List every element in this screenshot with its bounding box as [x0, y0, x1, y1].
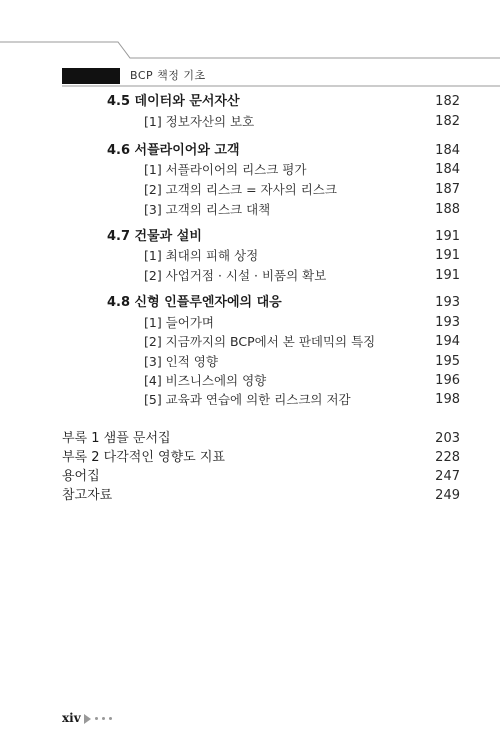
toc-page-number: 191	[435, 229, 460, 244]
toc-appendix-1[interactable]	[62, 429, 460, 449]
dot-icon	[109, 717, 112, 720]
dot-icon	[95, 717, 98, 720]
toc-item-label: [3] 고객의 리스크 대책	[144, 202, 271, 217]
toc-item[interactable]	[144, 352, 460, 372]
toc-item-label: [1] 서플라이어의 리스크 평가	[144, 162, 307, 177]
toc-page-number: 188	[435, 202, 460, 217]
toc-page-number: 228	[435, 450, 460, 465]
toc-section-4-8[interactable]	[107, 293, 460, 313]
toc-item-label: [2] 사업거점 · 시설 · 비품의 확보	[144, 268, 327, 283]
toc-item-label: [1] 최대의 피해 상정	[144, 248, 259, 263]
toc-item-label: [1] 들어가며	[144, 315, 214, 330]
toc-item-label: [2] 지금까지의 BCP에서 본 판데믹의 특징	[144, 334, 376, 349]
toc-item[interactable]	[144, 266, 460, 286]
arrow-right-icon	[84, 714, 91, 724]
toc-page-number: 193	[435, 315, 460, 330]
toc-page-number: 191	[435, 268, 460, 283]
toc-page-number: 187	[435, 182, 460, 197]
toc-page-number: 249	[435, 488, 460, 503]
toc-page-number: 198	[435, 392, 460, 407]
toc-appendix-2[interactable]	[62, 448, 460, 468]
toc-section-4-5[interactable]	[107, 92, 460, 112]
toc-section-4-6[interactable]	[107, 141, 460, 161]
page-footer	[62, 711, 112, 725]
toc-item[interactable]	[144, 371, 460, 391]
toc-section-label: 4.5 데이터와 문서자산	[107, 94, 240, 109]
toc-appendix-label: 용어집	[62, 469, 100, 484]
toc-page-number: 196	[435, 373, 460, 388]
toc-references[interactable]	[62, 486, 460, 506]
toc-page-number: 203	[435, 431, 460, 446]
toc-item[interactable]	[144, 246, 460, 266]
toc-item-label: [3] 인적 영향	[144, 354, 218, 369]
toc-page-number: 182	[435, 94, 460, 109]
header-black-block	[62, 68, 120, 84]
toc-item-label: [5] 교육과 연습에 의한 리스크의 저감	[144, 392, 351, 407]
toc-item[interactable]	[144, 390, 460, 410]
toc-page-number: 195	[435, 354, 460, 369]
toc-page-number: 191	[435, 248, 460, 263]
toc-glossary[interactable]	[62, 467, 460, 487]
toc-item[interactable]	[144, 332, 460, 352]
toc-page-number: 247	[435, 469, 460, 484]
toc-section-label: 4.6 서플라이어와 고객	[107, 143, 240, 158]
toc-appendix-label: 참고자료	[62, 488, 113, 503]
toc-item[interactable]	[144, 313, 460, 333]
toc-item[interactable]	[144, 200, 460, 220]
toc-section-label: 4.7 건물과 설비	[107, 229, 202, 244]
toc-item-label: [4] 비즈니스에의 영향	[144, 373, 267, 388]
dot-icon	[102, 717, 105, 720]
toc-item-label: [1] 정보자산의 보호	[144, 114, 255, 129]
toc-section-4-7[interactable]	[107, 227, 460, 247]
toc-section-label: 4.8 신형 인플루엔자에의 대응	[107, 295, 282, 310]
running-header-title: BCP 책정 기초	[130, 69, 206, 82]
toc-page-number: 182	[435, 114, 460, 129]
toc-page-number: 193	[435, 295, 460, 310]
toc-item[interactable]	[144, 160, 460, 180]
toc-appendix-label: 부록 1 샘플 문서집	[62, 431, 171, 446]
toc-item-label: [2] 고객의 리스크 = 자사의 리스크	[144, 182, 337, 197]
toc-item[interactable]	[144, 180, 460, 200]
toc-page-number: 194	[435, 334, 460, 349]
page-folio: xiv	[62, 711, 81, 725]
toc-page-number: 184	[435, 143, 460, 158]
toc-item[interactable]	[144, 112, 460, 132]
toc-appendix-label: 부록 2 다각적인 영향도 지표	[62, 450, 225, 465]
toc-page-number: 184	[435, 162, 460, 177]
